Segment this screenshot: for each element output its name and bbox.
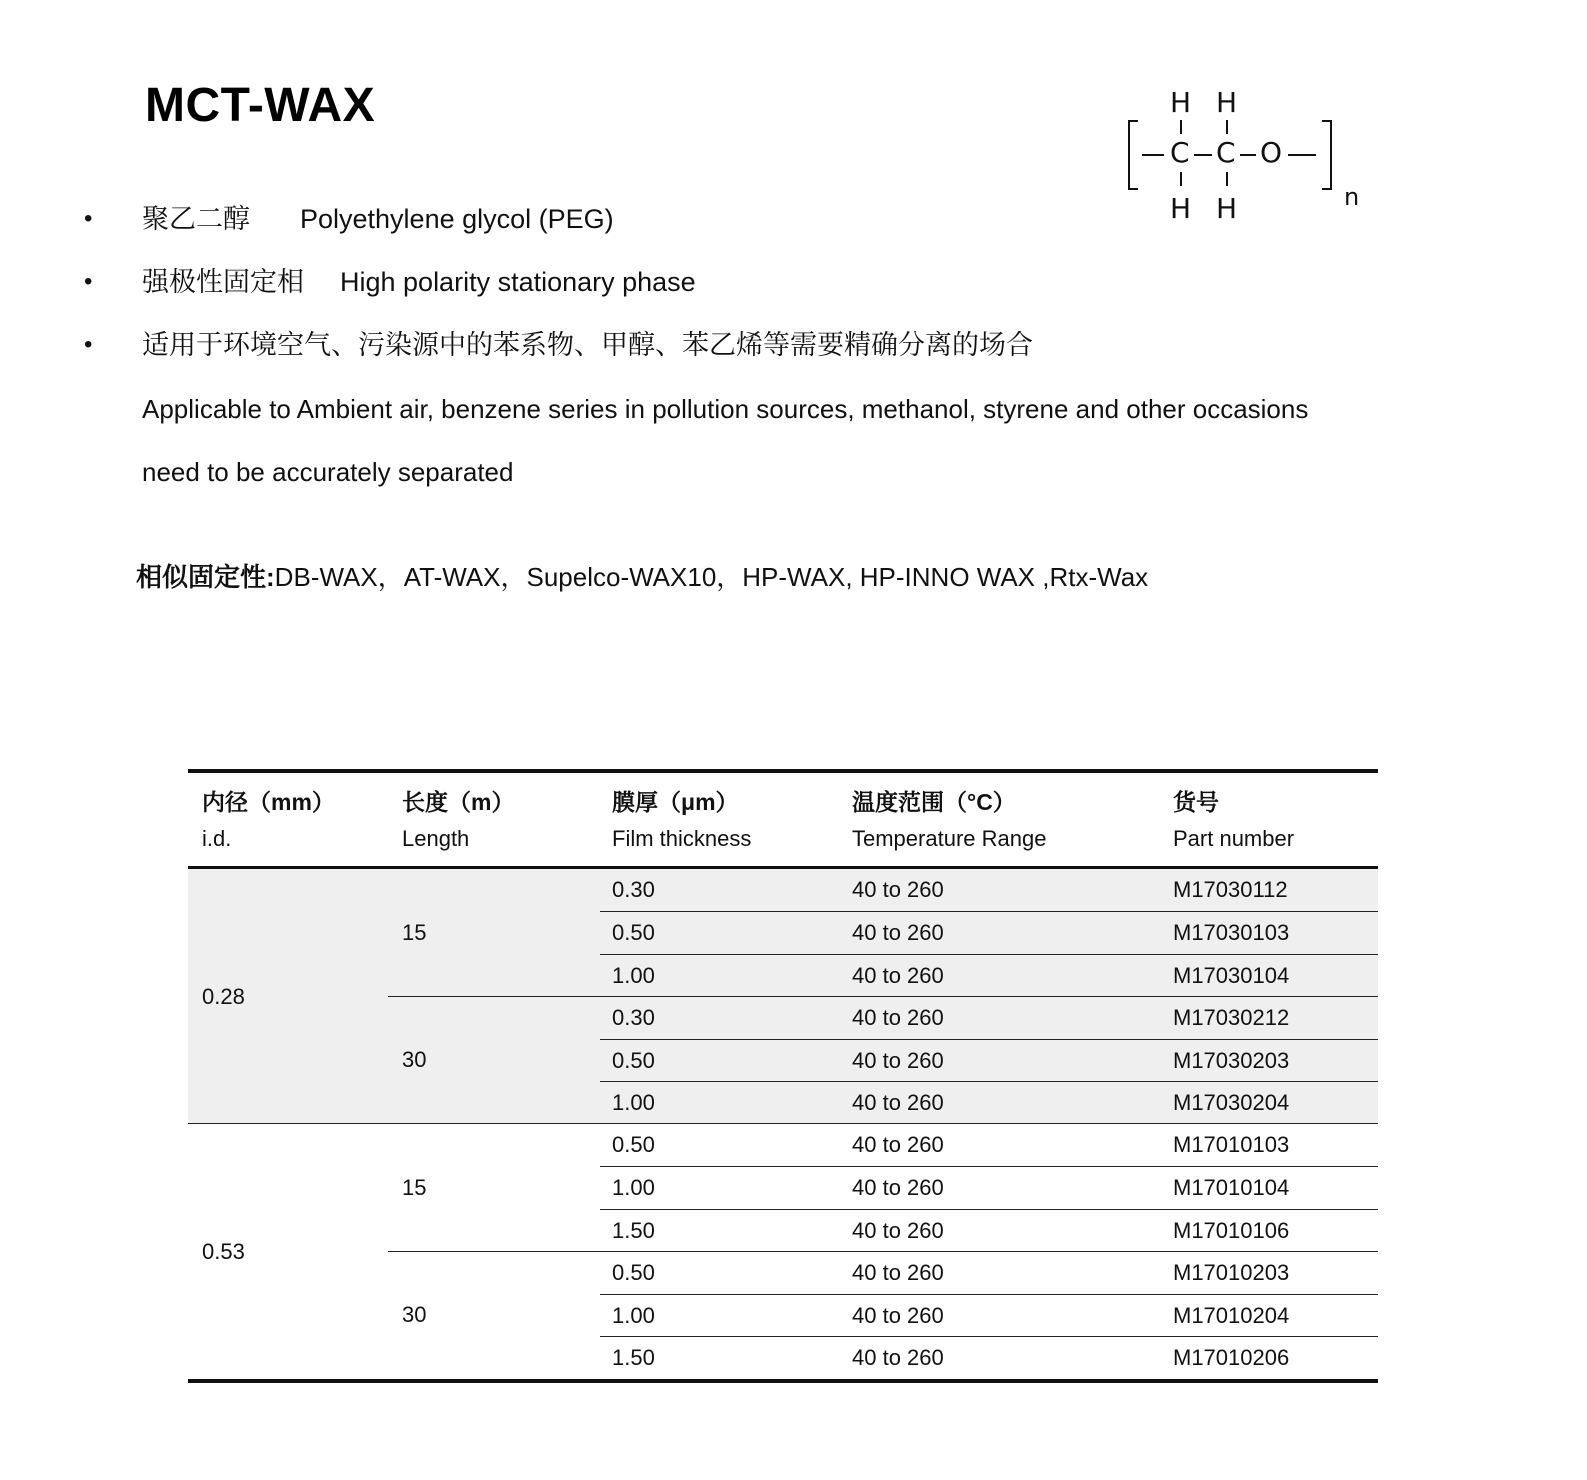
cell-film: 0.50 (612, 920, 655, 945)
cell-film: 0.30 (612, 877, 655, 902)
cell-length: 15 (402, 920, 427, 945)
cell-part: M17030204 (1173, 1090, 1290, 1115)
bullet-icon: • (84, 205, 93, 232)
formula-subscript-n: n (1344, 183, 1360, 211)
cell-part: M17010203 (1173, 1260, 1290, 1285)
bond-vertical (1180, 172, 1182, 186)
page-title: MCT-WAX (145, 79, 376, 132)
feature-list (84, 192, 1384, 385)
cell-temp: 40 to 260 (852, 1303, 944, 1328)
table-row (600, 954, 1378, 997)
cell-film: 0.50 (612, 1048, 655, 1073)
cell-part: M17010106 (1173, 1218, 1290, 1243)
bond-vertical (1226, 120, 1228, 134)
similar-phases-label: 相似固定性: (136, 562, 275, 592)
similar-phases-values: DB-WAX，AT-WAX，Supelco-WAX10，HP-WAX, HP-INNO WAX ,Rtx-Wax (274, 562, 1149, 592)
header-part (1173, 785, 1294, 857)
bullet-text-cn: 适用于环境空气、污染源中的苯系物、甲醇、苯乙烯等需要精确分离的场合 (142, 330, 1033, 360)
product-table (188, 769, 1378, 1383)
header-film-en: Film thickness (612, 826, 752, 851)
cell-length: 30 (402, 1047, 427, 1072)
header-length (402, 785, 514, 857)
cell-part: M17010204 (1173, 1303, 1290, 1328)
cell-part: M17030203 (1173, 1048, 1290, 1073)
cell-film: 1.00 (612, 1303, 655, 1328)
formula-h-bot-1: H (1170, 192, 1192, 225)
bond-horizontal (1142, 154, 1164, 156)
cell-temp: 40 to 260 (852, 877, 944, 902)
table-row (600, 1209, 1378, 1252)
similar-phases (136, 556, 1148, 598)
cell-film: 0.50 (612, 1132, 655, 1157)
bullet-text-cn: 强极性固定相 (142, 267, 304, 297)
header-temp-cn: 温度范围（°C） (852, 789, 1016, 815)
cell-temp: 40 to 260 (852, 1218, 944, 1243)
list-item (84, 259, 1384, 322)
bond-horizontal (1240, 154, 1256, 156)
left-bracket (1128, 120, 1138, 190)
formula-c2: C (1216, 136, 1236, 169)
bond-vertical (1180, 120, 1182, 134)
cell-temp: 40 to 260 (852, 963, 944, 988)
application-text-line-2: need to be accurately separated (142, 457, 514, 487)
table-bottom-rule (188, 1379, 1378, 1383)
cell-part: M17030103 (1173, 920, 1290, 945)
cell-temp: 40 to 260 (852, 1260, 944, 1285)
header-temp (852, 785, 1046, 857)
cell-film: 0.50 (612, 1260, 655, 1285)
cell-part: M17010206 (1173, 1345, 1290, 1370)
cell-temp: 40 to 260 (852, 1345, 944, 1370)
bond-horizontal (1194, 154, 1212, 156)
cell-part: M17010104 (1173, 1175, 1290, 1200)
header-film-cn: 膜厚（μm） (612, 789, 739, 815)
cell-part: M17030112 (1173, 877, 1288, 902)
cell-film: 1.50 (612, 1345, 655, 1370)
table-row (600, 997, 1378, 1039)
bullet-icon: • (84, 331, 93, 358)
cell-film: 1.00 (612, 1090, 655, 1115)
formula-h-top-1: H (1170, 86, 1192, 119)
table-row (600, 1294, 1378, 1337)
cell-temp: 40 to 260 (852, 1005, 944, 1030)
application-text-line-1: Applicable to Ambient air, benzene series in pollution sources, methanol, styrene and other occasions (142, 394, 1309, 424)
cell-length: 15 (402, 1175, 427, 1200)
header-length-cn: 长度（m） (402, 789, 515, 815)
cell-film: 1.50 (612, 1218, 655, 1243)
cell-temp: 40 to 260 (852, 920, 944, 945)
header-part-en: Part number (1173, 826, 1295, 851)
cell-part: M17030212 (1173, 1005, 1290, 1030)
header-id-cn: 内径（mm） (202, 789, 335, 815)
formula-o: O (1260, 136, 1283, 169)
cell-part: M17010103 (1173, 1132, 1290, 1157)
table-row (600, 1124, 1378, 1166)
cell-part: M17030104 (1173, 963, 1290, 988)
bullet-text-cn: 聚乙二醇 (142, 204, 250, 234)
list-item (84, 192, 1384, 259)
table-row (600, 1336, 1378, 1379)
header-id (202, 785, 335, 857)
cell-film: 0.30 (612, 1005, 655, 1030)
header-id-en: i.d. (202, 826, 232, 851)
table-header (188, 773, 1378, 869)
table-row (600, 1081, 1378, 1124)
cell-temp: 40 to 260 (852, 1175, 944, 1200)
header-temp-en: Temperature Range (852, 826, 1047, 851)
bond-horizontal (1288, 154, 1316, 156)
table-body (188, 869, 1378, 1379)
bullet-text-en: High polarity stationary phase (340, 267, 696, 297)
cell-temp: 40 to 260 (852, 1132, 944, 1157)
table-row (600, 1166, 1378, 1209)
table-row (600, 1252, 1378, 1294)
cell-temp: 40 to 260 (852, 1048, 944, 1073)
cell-temp: 40 to 260 (852, 1090, 944, 1115)
table-row (600, 911, 1378, 954)
bullet-icon: • (84, 268, 93, 295)
cell-film: 1.00 (612, 1175, 655, 1200)
table-group (188, 869, 1378, 1124)
cell-film: 1.00 (612, 963, 655, 988)
right-bracket (1322, 120, 1332, 190)
list-item (84, 322, 1384, 385)
cell-id: 0.28 (202, 984, 245, 1009)
bond-vertical (1226, 172, 1228, 186)
formula-h-top-2: H (1216, 86, 1238, 119)
header-part-cn: 货号 (1173, 789, 1219, 815)
formula-c1: C (1170, 136, 1190, 169)
cell-length: 30 (402, 1302, 427, 1327)
cell-id: 0.53 (202, 1239, 245, 1264)
table-row (600, 1039, 1378, 1082)
header-film (612, 785, 751, 857)
formula-h-bot-2: H (1216, 192, 1238, 225)
table-group (188, 1124, 1378, 1379)
bullet-text-en: Polyethylene glycol (PEG) (300, 204, 614, 234)
header-length-en: Length (402, 826, 470, 851)
table-row (600, 869, 1378, 911)
